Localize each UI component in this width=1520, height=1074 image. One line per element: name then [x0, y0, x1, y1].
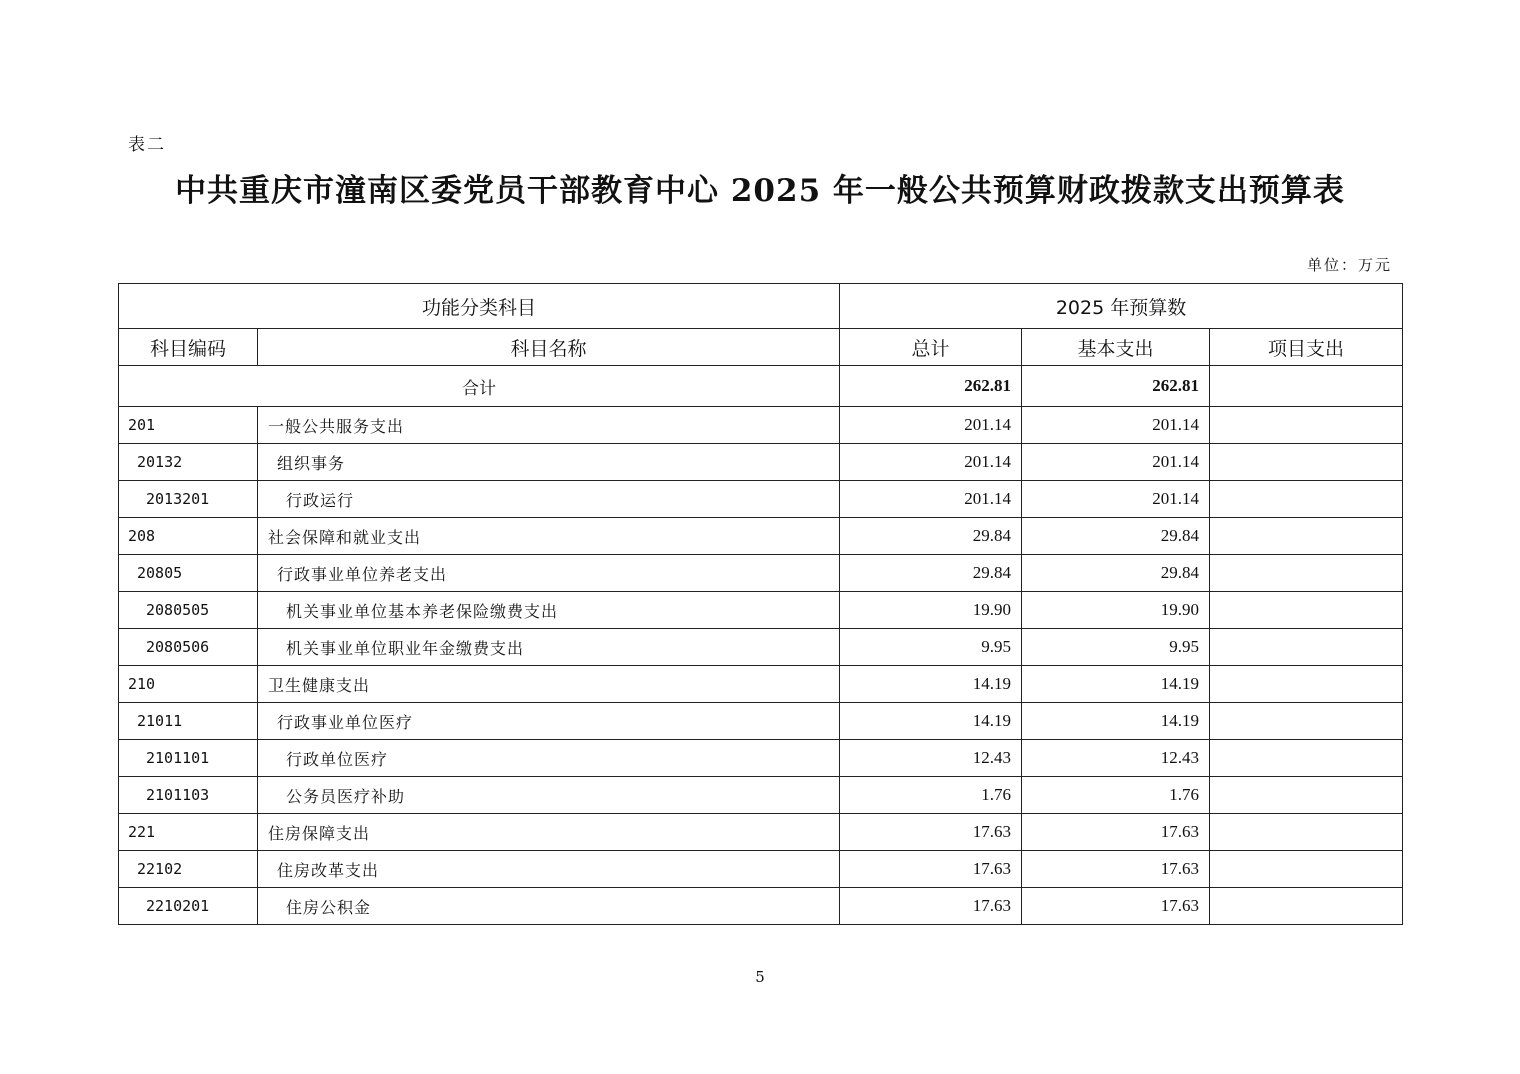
- row-code: 2080506: [119, 629, 258, 666]
- header-functional-classification: 功能分类科目: [119, 284, 840, 329]
- row-code: 2210201: [119, 888, 258, 925]
- row-total: 14.19: [840, 703, 1022, 740]
- row-basic: 17.63: [1022, 888, 1210, 925]
- header-row-columns: [119, 329, 1403, 366]
- row-name: 住房公积金: [258, 888, 840, 925]
- table-row: [119, 703, 1403, 740]
- row-total: 12.43: [840, 740, 1022, 777]
- row-name: 行政事业单位养老支出: [258, 555, 840, 592]
- row-name: 卫生健康支出: [258, 666, 840, 703]
- header-row-group: [119, 284, 1403, 329]
- row-basic: 12.43: [1022, 740, 1210, 777]
- table-row: [119, 851, 1403, 888]
- table-row: [119, 592, 1403, 629]
- row-name: 公务员医疗补助: [258, 777, 840, 814]
- header-total: 总计: [840, 329, 1022, 366]
- page-number: 5: [755, 968, 765, 986]
- row-name: 行政事业单位医疗: [258, 703, 840, 740]
- table-row: [119, 481, 1403, 518]
- table-row: [119, 777, 1403, 814]
- row-code: 2080505: [119, 592, 258, 629]
- row-total: 201.14: [840, 444, 1022, 481]
- row-code: 2013201: [119, 481, 258, 518]
- row-total: 14.19: [840, 666, 1022, 703]
- row-project: [1210, 666, 1403, 703]
- row-name: 机关事业单位职业年金缴费支出: [258, 629, 840, 666]
- row-code: 21011: [119, 703, 258, 740]
- page-title: 中共重庆市潼南区委党员干部教育中心 2025 年一般公共预算财政拨款支出预算表: [175, 173, 1345, 209]
- total-total: 262.81: [840, 366, 1022, 407]
- row-code: 210: [119, 666, 258, 703]
- header-basic: 基本支出: [1022, 329, 1210, 366]
- row-project: [1210, 851, 1403, 888]
- row-total: 29.84: [840, 518, 1022, 555]
- row-name: 行政单位医疗: [258, 740, 840, 777]
- total-basic: 262.81: [1022, 366, 1210, 407]
- header-budget-2025: 2025 年预算数: [840, 284, 1403, 329]
- row-code: 20132: [119, 444, 258, 481]
- table-row: [119, 518, 1403, 555]
- row-basic: 29.84: [1022, 555, 1210, 592]
- row-project: [1210, 592, 1403, 629]
- row-code: 208: [119, 518, 258, 555]
- table-row: [119, 407, 1403, 444]
- row-total: 29.84: [840, 555, 1022, 592]
- row-code: 2101103: [119, 777, 258, 814]
- table-row: [119, 666, 1403, 703]
- row-total: 17.63: [840, 851, 1022, 888]
- row-name: 机关事业单位基本养老保险缴费支出: [258, 592, 840, 629]
- row-name: 住房保障支出: [258, 814, 840, 851]
- row-code: 221: [119, 814, 258, 851]
- row-total: 17.63: [840, 888, 1022, 925]
- row-project: [1210, 444, 1403, 481]
- row-basic: 1.76: [1022, 777, 1210, 814]
- row-basic: 201.14: [1022, 481, 1210, 518]
- row-total: 201.14: [840, 481, 1022, 518]
- row-basic: 14.19: [1022, 703, 1210, 740]
- table-row: [119, 555, 1403, 592]
- row-name: 组织事务: [258, 444, 840, 481]
- row-total: 1.76: [840, 777, 1022, 814]
- row-project: [1210, 888, 1403, 925]
- table-row: [119, 629, 1403, 666]
- row-basic: 17.63: [1022, 814, 1210, 851]
- row-total: 201.14: [840, 407, 1022, 444]
- row-code: 201: [119, 407, 258, 444]
- row-basic: 19.90: [1022, 592, 1210, 629]
- header-project: 项目支出: [1210, 329, 1403, 366]
- row-project: [1210, 740, 1403, 777]
- row-project: [1210, 555, 1403, 592]
- table-row: [119, 888, 1403, 925]
- row-project: [1210, 814, 1403, 851]
- row-total: 19.90: [840, 592, 1022, 629]
- table-row: [119, 444, 1403, 481]
- row-name: 住房改革支出: [258, 851, 840, 888]
- row-name: 一般公共服务支出: [258, 407, 840, 444]
- row-project: [1210, 629, 1403, 666]
- row-basic: 29.84: [1022, 518, 1210, 555]
- table-row: [119, 814, 1403, 851]
- row-code: 22102: [119, 851, 258, 888]
- row-name: 社会保障和就业支出: [258, 518, 840, 555]
- budget-table: [118, 283, 1403, 925]
- row-basic: 14.19: [1022, 666, 1210, 703]
- table-label: 表二: [128, 135, 166, 155]
- row-basic: 201.14: [1022, 444, 1210, 481]
- row-project: [1210, 703, 1403, 740]
- row-basic: 201.14: [1022, 407, 1210, 444]
- row-project: [1210, 407, 1403, 444]
- row-name: 行政运行: [258, 481, 840, 518]
- row-project: [1210, 777, 1403, 814]
- row-code: 20805: [119, 555, 258, 592]
- table-row: [119, 740, 1403, 777]
- row-basic: 17.63: [1022, 851, 1210, 888]
- total-label: 合计: [119, 366, 840, 407]
- row-total: 17.63: [840, 814, 1022, 851]
- header-name: 科目名称: [258, 329, 840, 366]
- row-total: 9.95: [840, 629, 1022, 666]
- row-code: 2101101: [119, 740, 258, 777]
- total-project: [1210, 366, 1403, 407]
- row-project: [1210, 481, 1403, 518]
- row-basic: 9.95: [1022, 629, 1210, 666]
- total-row: [119, 366, 1403, 407]
- row-project: [1210, 518, 1403, 555]
- header-code: 科目编码: [119, 329, 258, 366]
- unit-label: 单位：万元: [1306, 256, 1392, 274]
